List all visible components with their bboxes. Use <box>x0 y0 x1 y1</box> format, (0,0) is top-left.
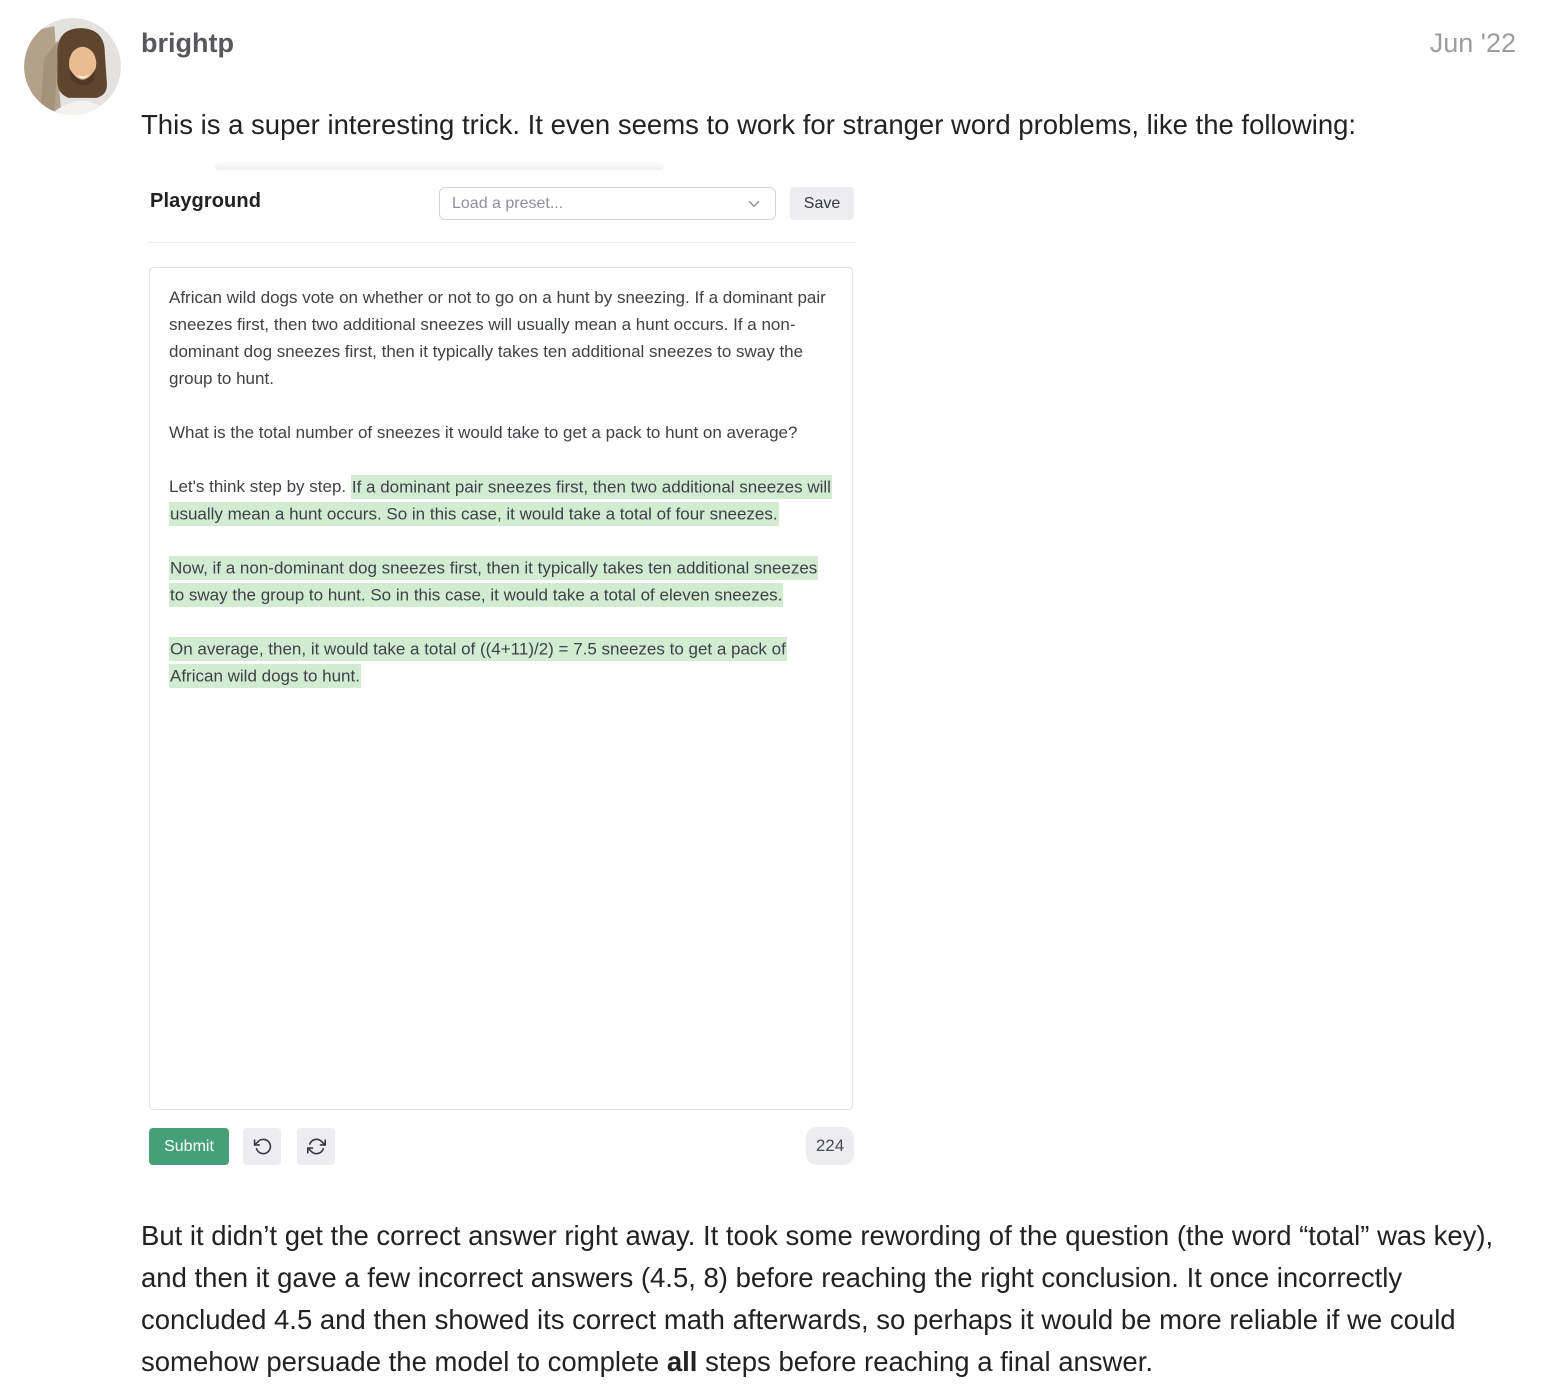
cropped-top-bar <box>214 161 664 170</box>
editor-paragraph <box>169 419 833 446</box>
editor-paragraph <box>169 554 833 608</box>
completion-text: Now, if a non-dominant dog sneezes first, then it typically takes ten additional sneezes to sway the group to hunt. So in this case, it would take a total of eleven sneezes. <box>169 556 818 607</box>
completion-text: If a dominant pair sneezes first, then two additional sneezes will usually mean a hunt occurs. So in this case, it would take a total of four sneezes. <box>169 475 832 526</box>
token-count-badge: 224 <box>806 1127 854 1165</box>
undo-icon <box>253 1137 272 1156</box>
undo-button[interactable] <box>243 1128 281 1165</box>
editor-paragraph <box>169 284 833 392</box>
avatar[interactable] <box>24 18 121 115</box>
regenerate-button[interactable] <box>297 1128 335 1165</box>
user-photo-icon <box>24 18 121 115</box>
outro-segment: steps before reaching a final answer. <box>697 1346 1153 1377</box>
save-button[interactable]: Save <box>790 187 854 220</box>
header-divider <box>148 242 856 243</box>
outro-bold-word: all <box>666 1346 698 1377</box>
preset-placeholder: Load a preset... <box>452 194 564 212</box>
chevron-down-icon <box>745 195 763 213</box>
post-outro-text <box>141 1215 1519 1383</box>
playground-title: Playground <box>150 190 262 212</box>
submit-button[interactable]: Submit <box>149 1128 229 1165</box>
outro-segment: But it didn’t get the correct answer right away. It took some rewording of the question (the word “total” was key), and then it gave a few incorrect answers (4.5, 8) before reaching the right conclusion. It once incorrectly concluded 4.5 and then showed its correct math afterwards, so perhaps it would be more reliable if we could somehow persuade the model to complete <box>141 1220 1494 1377</box>
prompt-text: African wild dogs vote on whether or not to go on a hunt by sneezing. If a dominant pair sneezes first, then two additional sneezes will usually mean a hunt occurs. If a non-dominant dog sneezes first, then it typically takes ten additional sneezes to sway the group to hunt. <box>169 288 826 388</box>
post-date[interactable]: Jun '22 <box>1429 28 1516 58</box>
completion-text: On average, then, it would take a total of ((4+11)/2) = 7.5 sneezes to get a pack of African wild dogs to hunt. <box>169 637 787 688</box>
preset-select[interactable] <box>439 187 776 220</box>
post-author[interactable]: brightp <box>141 28 234 58</box>
post-intro-text: This is a super interesting trick. It even seems to work for stranger word problems, like the following: <box>141 109 1357 140</box>
prompt-text: Let's think step by step. <box>169 477 351 496</box>
editor-paragraph <box>169 473 833 527</box>
playground-screenshot <box>148 160 856 1168</box>
prompt-text: What is the total number of sneezes it would take to get a pack to hunt on average? <box>169 423 798 442</box>
editor-paragraph <box>169 635 833 689</box>
regenerate-icon <box>307 1137 326 1156</box>
prompt-editor[interactable] <box>149 267 853 1110</box>
